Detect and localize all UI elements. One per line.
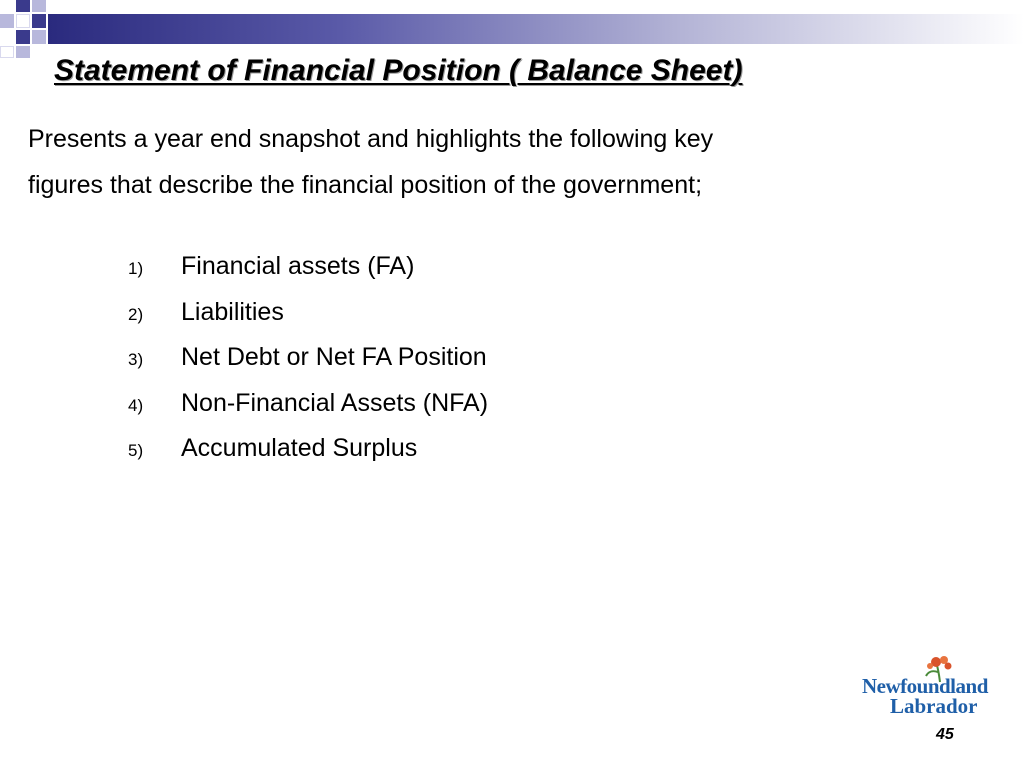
list-item <box>128 434 488 480</box>
list-item-number: 4) <box>128 395 144 415</box>
list-item <box>128 389 488 435</box>
list-item-number: 1) <box>128 259 144 278</box>
list-item-label: Net Debt or Net FA Position <box>181 343 487 371</box>
decor-square <box>32 30 46 44</box>
intro-paragraph <box>28 116 928 208</box>
list-item <box>128 298 488 344</box>
title-gradient-bar <box>48 14 1024 44</box>
list-item-label: Liabilities <box>181 297 284 326</box>
key-figures-list <box>128 252 488 480</box>
list-item-label: Accumulated Surplus <box>181 434 418 462</box>
list-item-label: Financial assets (FA) <box>181 252 415 280</box>
decor-square <box>0 46 14 58</box>
decor-square <box>16 14 30 28</box>
slide-title: Statement of Financial Position ( Balance Sheet) <box>54 54 743 87</box>
list-item <box>128 252 488 298</box>
list-item-number: 3) <box>128 350 144 369</box>
newfoundland-labrador-logo <box>860 654 1004 720</box>
decor-square <box>32 14 46 28</box>
logo-text-labrador: Labrador <box>890 694 978 718</box>
decor-square <box>16 46 30 58</box>
intro-line: Presents a year end snapshot and highlights the following key <box>28 125 714 153</box>
list-item-number: 2) <box>128 304 144 324</box>
decor-square <box>0 14 14 28</box>
intro-line: figures that describe the financial position of the government; <box>28 171 703 199</box>
list-item-number: 5) <box>128 441 144 460</box>
decor-square <box>16 0 30 12</box>
list-item <box>128 343 488 389</box>
page-number: 45 <box>936 726 954 743</box>
logo-text-newfoundland: Newfoundland <box>862 674 988 698</box>
list-item-label: Non-Financial Assets (NFA) <box>181 388 489 417</box>
decor-square <box>16 30 30 44</box>
decor-square <box>32 0 46 12</box>
